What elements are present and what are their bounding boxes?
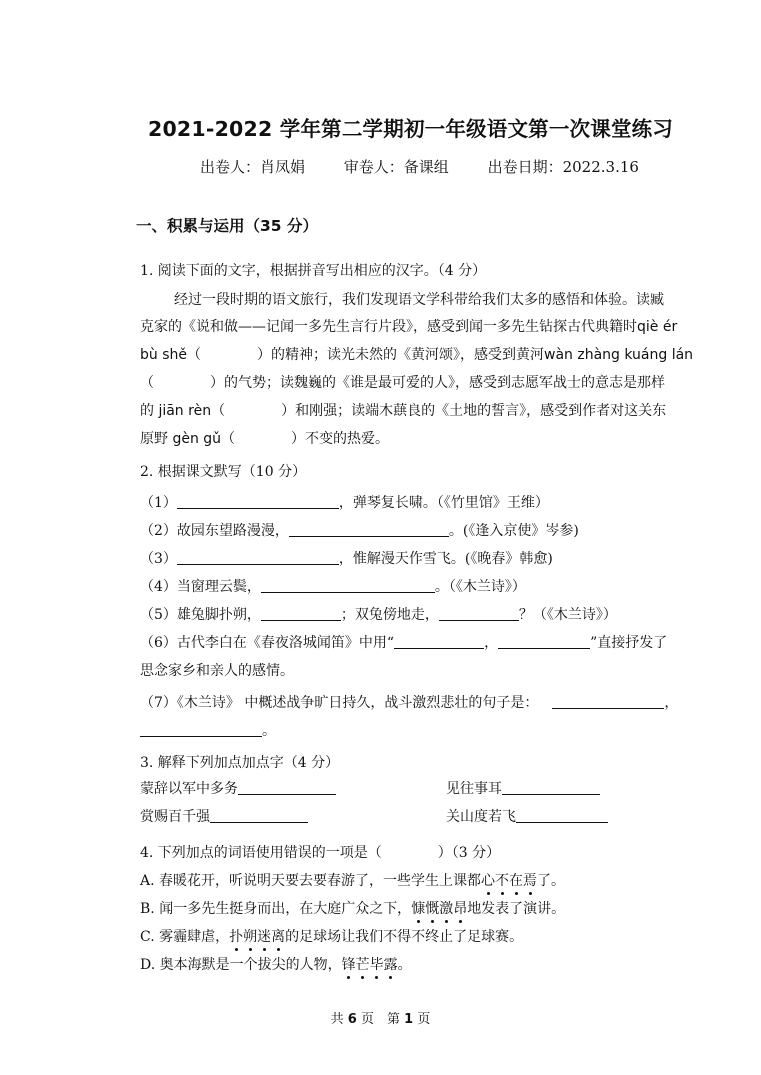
q1-prompt: 1. 阅读下面的文字，根据拼音写出相应的汉字。（4 分） (140, 263, 487, 279)
dotted-char: 朔 (243, 929, 258, 945)
answer-blank[interactable] (439, 606, 519, 621)
answer-blank[interactable] (177, 494, 339, 509)
q2-item-1: （1） ，弹琴复长啸。（《竹里馆》王维） (140, 495, 549, 511)
pinyin: bù shě (140, 347, 187, 363)
answer-blank[interactable] (140, 722, 262, 737)
q1-text-line-4: （ ）的气势；读魏巍的《谁是最可爱的人》，感受到志愿军战士的意志是那样 (140, 375, 665, 391)
q4-prompt: 4. 下列加点的词语使用错误的一项是（ ）（3 分） (140, 845, 501, 861)
dotted-char: 慷 (411, 901, 426, 917)
q4-option-a[interactable]: A. 春暖花开，听说明天要去要春游了，一些学生上课都心不在焉了。 (140, 873, 566, 889)
q2-item-7-cont: 。 (140, 722, 276, 740)
q2-item-6: （6）古代李白在《春夜洛城闻笛》中用“ ， ”直接抒发了 (140, 635, 668, 651)
dotted-char: 不 (495, 873, 510, 889)
q1-text-line-2: 克家的《说和做——记闻一多先生言行片段》，感受到闻一多先生钻探古代典籍时qiè ér (140, 319, 678, 335)
q2-item-6-cont: 思念家乡和亲人的感情。 (140, 663, 294, 679)
q1-text-line-5: 的 jiān rèn（ ）和刚强；读端木蕻良的《土地的誓言》，感受到作者对这关东 (140, 403, 667, 419)
dotted-char: 离 (271, 929, 286, 945)
dotted-char: 心 (481, 873, 496, 889)
dotted-phrase (342, 957, 398, 973)
answer-blank[interactable] (261, 578, 435, 593)
dotted-char: 毕 (369, 957, 384, 973)
current-page: 1 (404, 1012, 414, 1027)
q2-item-7: （7）《木兰诗》 中概述战争旷日持久，战斗激烈悲壮的句子是： ， (140, 695, 679, 711)
q2-item-5: （5）雄兔脚扑朔， ；双兔傍地走， ？（《木兰诗》） (140, 607, 617, 623)
answer-blank[interactable] (498, 634, 590, 649)
dotted-char: 迷 (257, 929, 272, 945)
dotted-char: 扑 (229, 929, 244, 945)
q4-option-d[interactable]: D. 奥本海默是一个拔尖的人物，锋芒毕露。 (140, 957, 412, 973)
q4-option-b[interactable]: B. 闻一多先生挺身而出，在大庭广众之下，慷慨激昂地发表了演讲。 (140, 901, 566, 917)
answer-blank[interactable] (238, 780, 336, 795)
dotted-char: 锋 (341, 957, 356, 973)
answer-blank[interactable] (552, 694, 664, 709)
dotted-char: 慨 (425, 901, 440, 917)
q3-item-4: 关山度若飞 (446, 808, 608, 826)
q2-item-2: （2）故园东望路漫漫， 。(《逢入京使》岑参) (140, 523, 579, 539)
pinyin: gèn gǔ (172, 431, 222, 447)
q1-text-line-1: 经过一段时期的语文旅行，我们发现语文学科带给我们太多的感悟和体验。读臧 (174, 292, 664, 308)
pinyin: wàn zhàng kuáng lán (544, 347, 694, 363)
exam-meta (200, 156, 639, 177)
exam-date: 出卷日期：2022.3.16 (487, 158, 639, 176)
dotted-char: 在 (509, 873, 524, 889)
dotted-phrase (411, 901, 467, 917)
dotted-char: 激 (439, 901, 454, 917)
answer-blank[interactable] (502, 780, 600, 795)
page-footer: 共 6 页 第 1 页 (330, 1012, 431, 1027)
reviewer: 审卷人：备课组 (343, 158, 449, 176)
q3-item-2: 见往事耳 (446, 780, 600, 798)
q3-item-3: 赏赐百千强 (140, 808, 308, 826)
q1-text-line-6: 原野 gèn gǔ（ ）不变的热爱。 (140, 431, 390, 447)
answer-blank[interactable] (210, 808, 308, 823)
dotted-phrase (229, 929, 285, 945)
q2-item-3: （3） ，惟解漫天作雪飞。(《晚春》韩愈) (140, 551, 553, 567)
answer-blank[interactable] (177, 550, 339, 565)
dotted-char: 焉 (523, 873, 538, 889)
exam-title: 2021-2022 学年第二学期初一年级语文第一次课堂练习 (148, 117, 674, 141)
q4-option-c[interactable]: C. 雾霾肆虐，扑朔迷离的足球场让我们不得不终止了足球赛。 (140, 929, 524, 945)
q1-text-line-3: bù shě（ ）的精神；读光未然的《黄河颂》，感受到黄河wàn zhàng kuáng lán (140, 347, 694, 363)
dotted-phrase (481, 873, 537, 889)
answer-blank[interactable] (261, 606, 341, 621)
q2-item-4: （4）当窗理云鬓， 。（《木兰诗》） (140, 579, 526, 595)
answer-blank[interactable] (516, 808, 608, 823)
q3-prompt: 3. 解释下列加点加点字（4 分） (140, 755, 340, 771)
pinyin: qiè ér (637, 319, 678, 335)
total-pages: 6 (347, 1012, 357, 1027)
dotted-char: 昂 (453, 901, 468, 917)
q3-item-1: 蒙辞以军中多务 (140, 780, 336, 798)
dotted-char: 露 (383, 957, 398, 973)
answer-blank[interactable] (289, 522, 449, 537)
answer-blank[interactable] (394, 634, 484, 649)
author: 出卷人：肖凤娟 (200, 158, 306, 176)
q2-prompt: 2. 根据课文默写（10 分） (140, 464, 307, 480)
pinyin: jiān rèn (158, 403, 212, 419)
section-heading: 一、积累与运用（35 分） (136, 217, 318, 235)
dotted-char: 芒 (355, 957, 370, 973)
